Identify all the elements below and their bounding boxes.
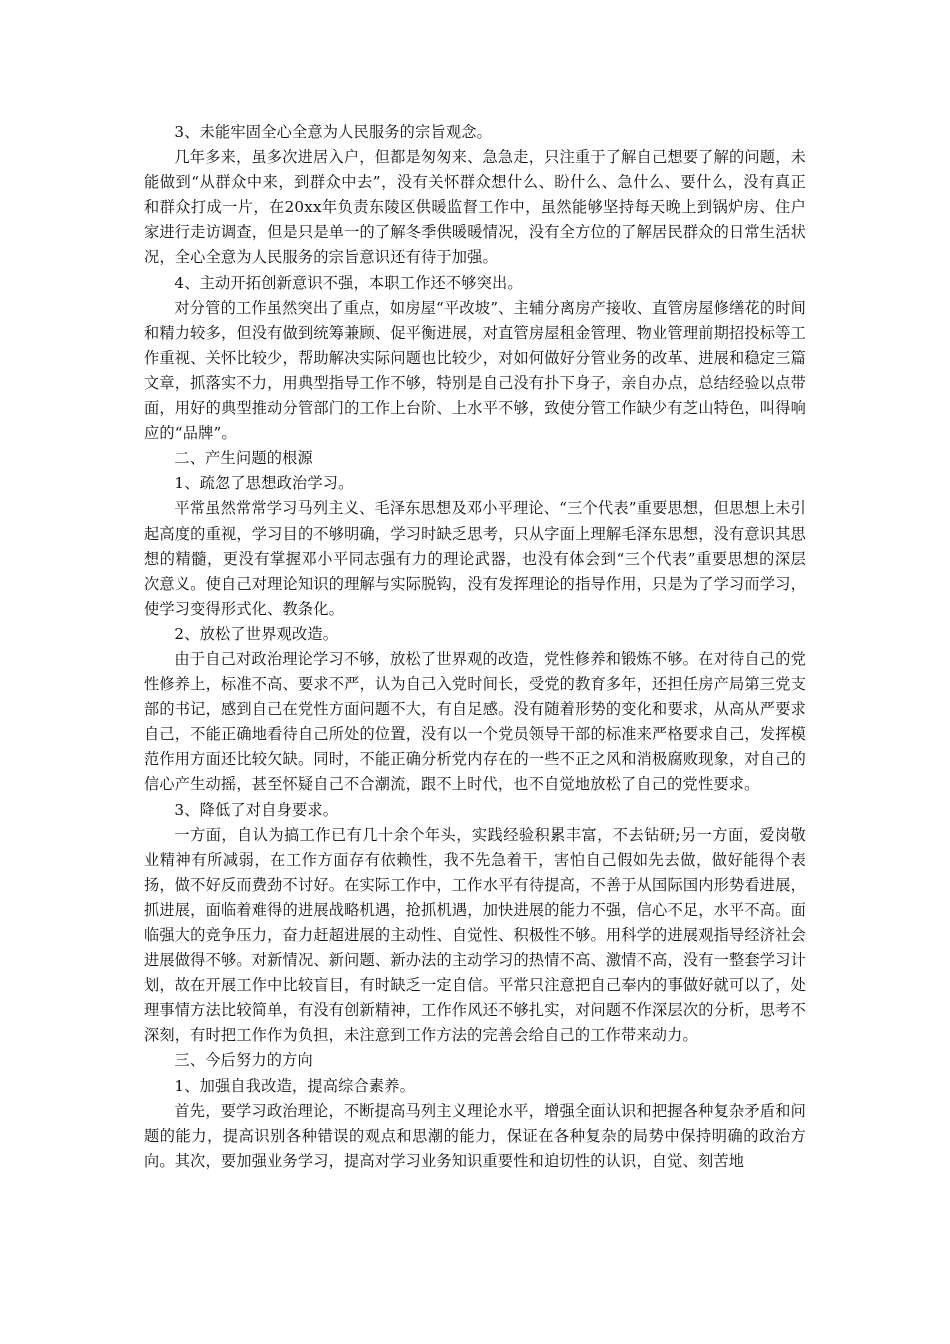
paragraph: 一方面，自认为搞工作已有几十余个年头，实践经验积累丰富，不去钻研;另一方面，爱岗敬业精神有所减弱，在工作方面存有依赖性，我不先急着干，害怕自己假如先去做，做好能得个表扬，做不好反而费劲不讨好。在实际工作中，工作水平有待提高，不善于从国际国内形势看进展，抓进展，面临着难得的进展战略机遇，抢抓机遇，加快进展的能力不强，信心不足，水平不高。面临强大的竞争压力，奋力赶超进展的主动性、自觉性、积极性不够。用科学的进展观指导经济社会进展做得不够。对新情况、新问题、新办法的主动学习的热情不高、激情不高，没有一整套学习计划，故在开展工作中比较盲目，有时缺乏一定自信。平常只注意把自己奉内的事做好就可以了，处理事情方法比较简单，有没有创新精神，工作作风还不够扎实，对问题不作深层次的分析，思考不深刻，有时把工作作为负担，未注意到工作方法的完善会给自己的工作带来动力。 [144, 825, 806, 1045]
paragraph: 首先，要学习政治理论，不断提高马列主义理论水平，增强全面认识和把握各种复杂矛盾和问题的能力，提高识别各种错误的观点和思潮的能力，保证在各种复杂的局势中保持明确的政治方向。其次，要加强业务学习，提高对学习业务知识重要性和迫切性的认识，自觉、刻苦地 [144, 1101, 806, 1170]
paragraph: 对分管的工作虽然突出了重点，如房屋“平改坡”、主辅分离房产接收、直管房屋修缮花的时间和精力较多，但没有做到统筹兼顾、促平衡进展，对直管房屋租金管理、物业管理前期招投标等工作重视、关怀比较少，帮助解决实际问题也比较少，对如何做好分管业务的改革、进展和稳定三篇文章，抓落实不力，用典型指导工作不够，特别是自己没有扑下身子，亲自办点，总结经验以点带面，用好的典型推动分管部门的工作上台阶、上水平不够，致使分管工作缺少有芝山特色，叫得响应的“品牌”。 [144, 298, 806, 443]
section-heading: 3、未能牢固全心全意为人民服务的宗旨观念。 [174, 123, 493, 141]
section-heading: 1、疏忽了思想政治学习。 [174, 474, 354, 493]
section-heading: 三、今后努力的方向 [174, 1051, 313, 1070]
section-heading: 2、放松了世界观改造。 [174, 624, 339, 643]
section-heading: 3、降低了对自身要求。 [174, 800, 339, 819]
document-page [144, 120, 806, 1174]
paragraph: 几年多来，虽多次进居入户，但都是匆匆来、急急走，只注重于了解自己想要了解的问题，未能做到“从群众中来，到群众中去”，没有关怀群众想什么、盼什么、急什么、要什么，没有真正和群众打成一片，在20xx年负责东陵区供暖监督工作中，虽然能够坚持每天晚上到锅炉房、住户家进行走访调查，但是只是单一的了解冬季供暖暖情况，没有全方位的了解居民群众的日常生活状况，全心全意为人民服务的宗旨意识还有待于加强。 [144, 148, 806, 267]
paragraph: 由于自己对政治理论学习不够，放松了世界观的改造，党性修养和锻炼不够。在对待自己的党性修养上，标准不高、要求不严，认为自己入党时间长，受党的教育多年，还担任房产局第三党支部的书记，感到自己在党性方面问题不大，有自足感。没有随着形势的变化和要求，从高从严要求自己，不能正确地看待自己所处的位置，没有以一个党员领导干部的标准来严格要求自己，发挥模范作用方面还比较欠缺。同时，不能正确分析党内存在的一些不正之风和消极腐败现象，对自己的信心产生动摇，甚至怀疑自己不合潮流，跟不上时代，也不自觉地放松了自己的党性要求。 [144, 649, 806, 794]
section-heading: 1、加强自我改造，提高综合素养。 [174, 1076, 416, 1095]
paragraph: 平常虽然常常学习马列主义、毛泽东思想及邓小平理论、“三个代表”重要思想，但思想上未引起高度的重视，学习目的不够明确，学习时缺乏思考，只从字面上理解毛泽东思想，没有意识其思想的精髓，更没有掌握邓小平同志强有力的理论武器，也没有体会到“三个代表”重要思想的深层次意义。使自己对理论知识的理解与实际脱钩，没有发挥理论的指导作用，只是为了学习而学习，使学习变得形式化、教条化。 [144, 499, 806, 618]
section-heading: 4、主动开拓创新意识不强，本职工作还不够突出。 [174, 273, 523, 292]
section-heading: 二、产生问题的根源 [174, 449, 313, 468]
